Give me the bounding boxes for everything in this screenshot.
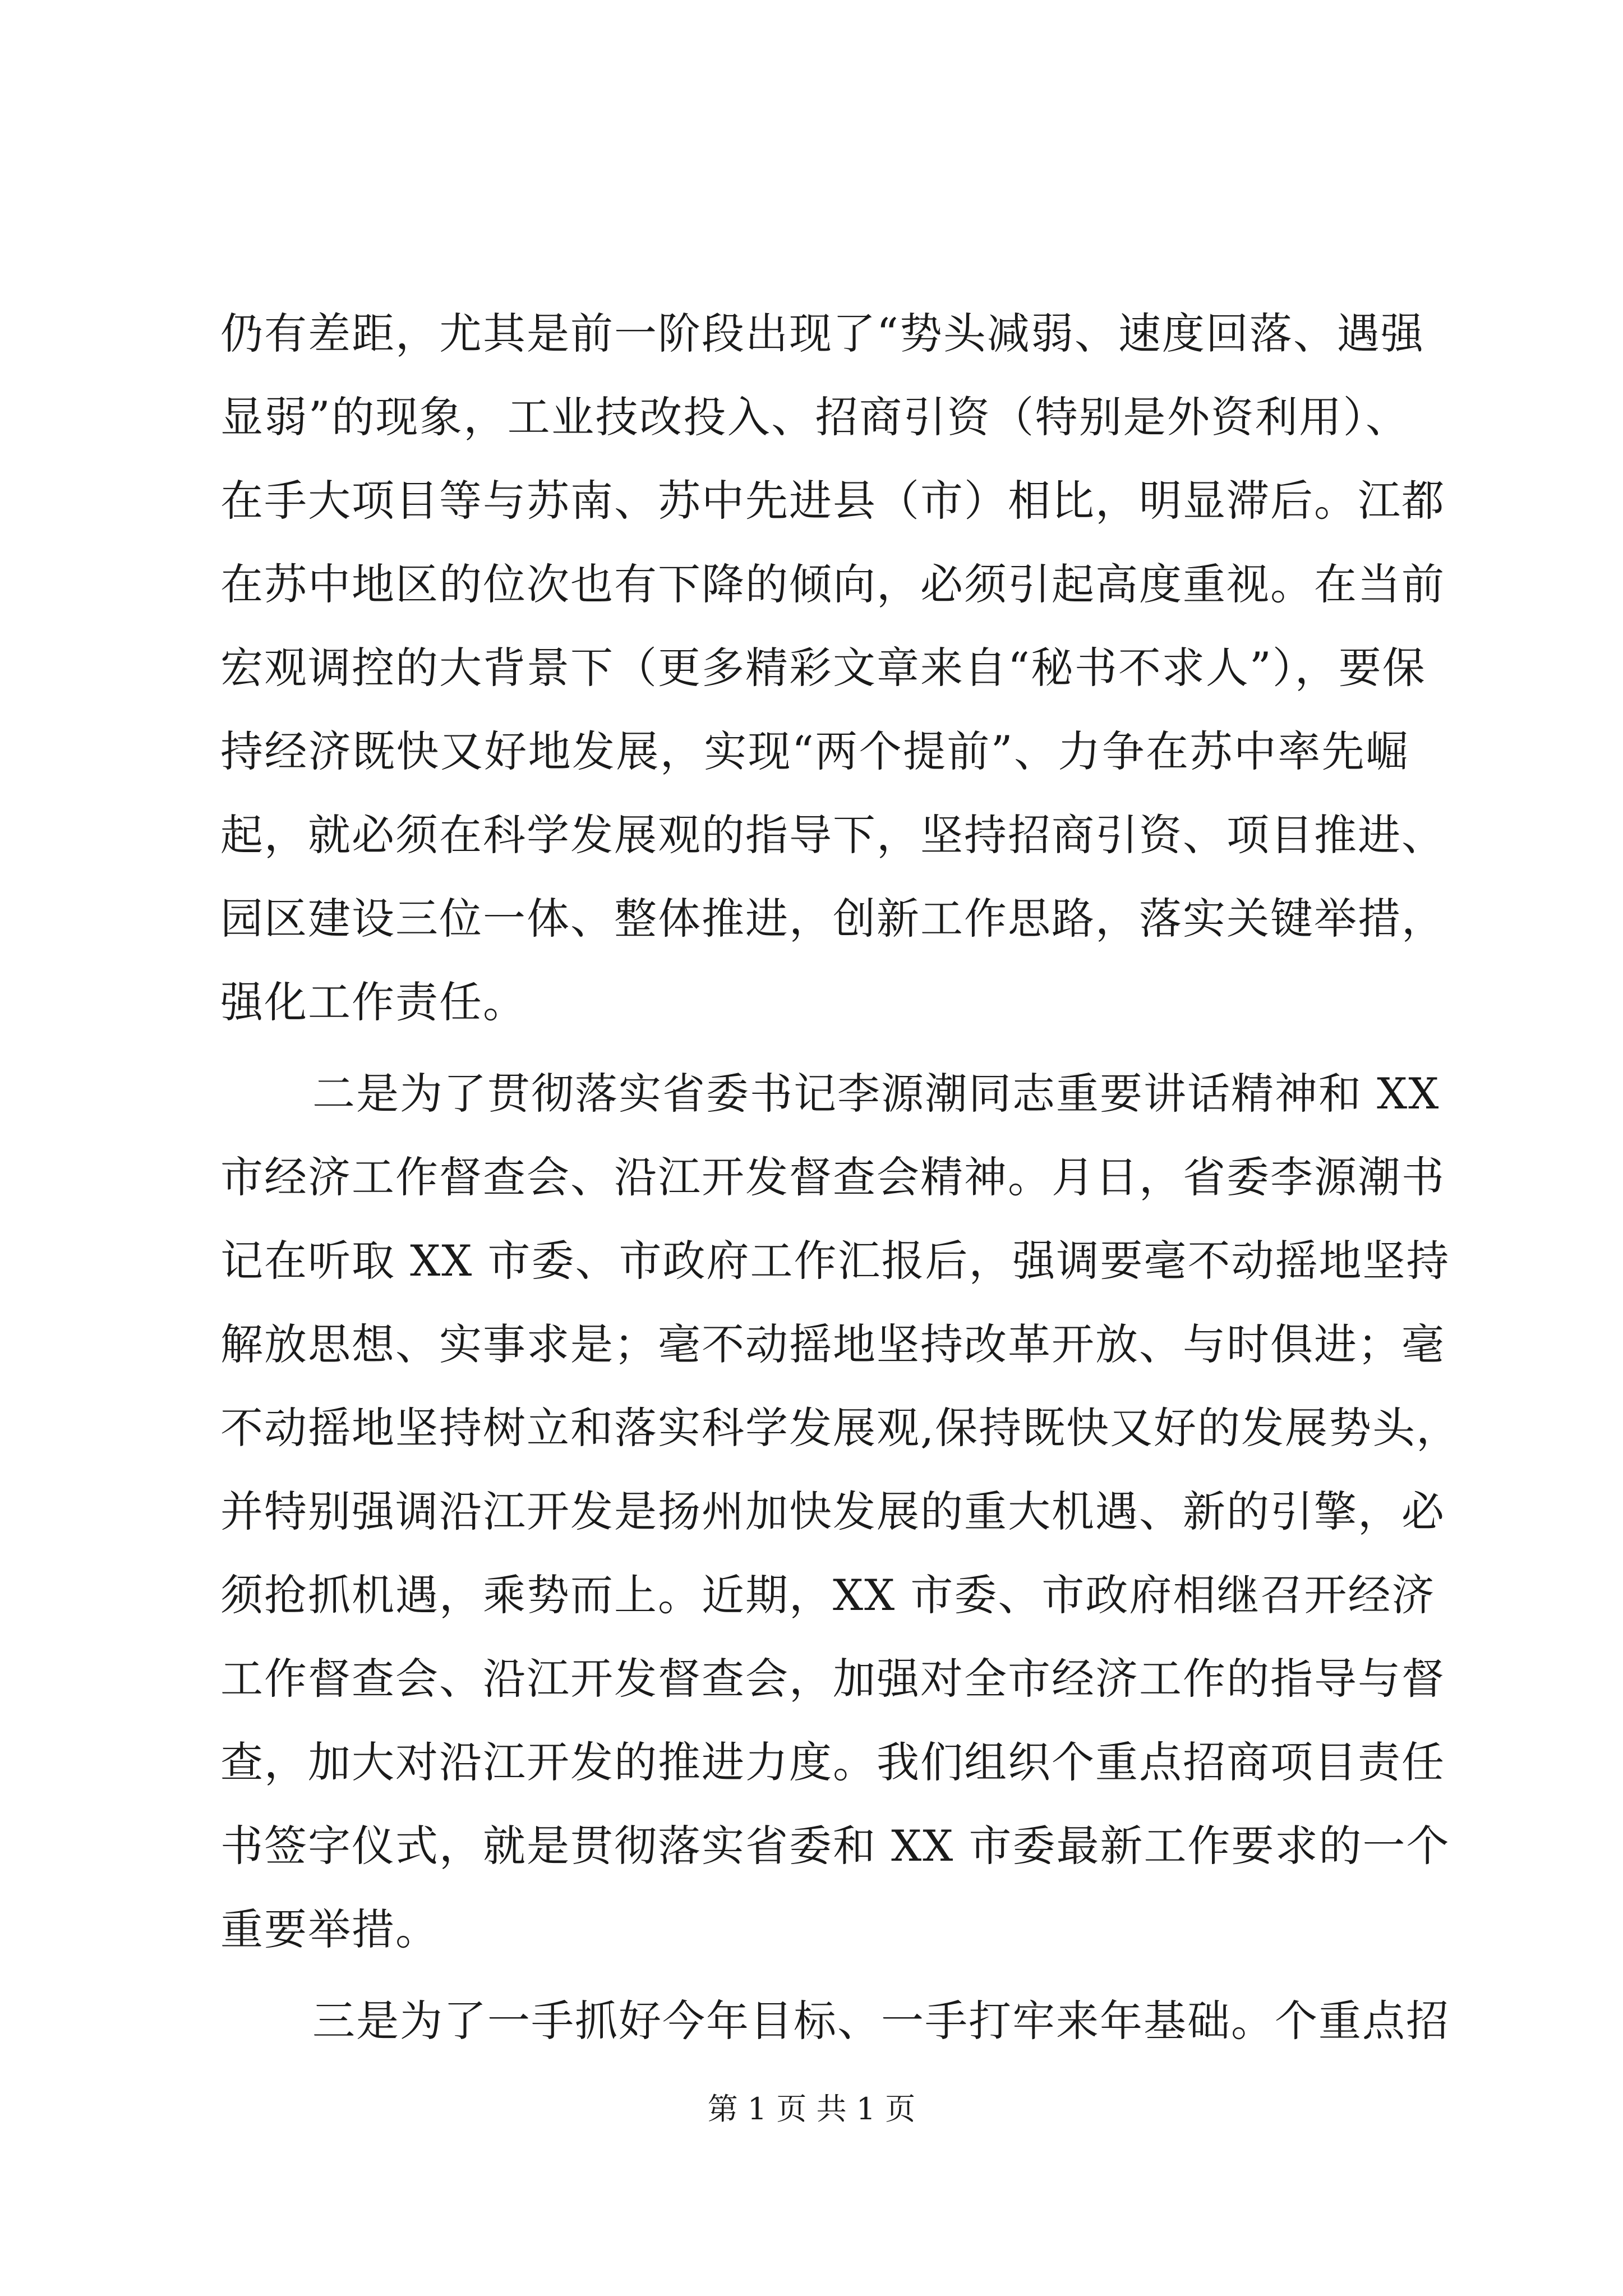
document-body — [220, 292, 1460, 2063]
text-line: 书签字仪式，就是贯彻落实省委和 XX 市委最新工作要求的一个 — [220, 1821, 1450, 1871]
text-line: 持经济既快又好地发展，实现“两个提前”、力争在苏中率先崛 — [220, 726, 1409, 776]
text-line: 园区建设三位一体、整体推进，创新工作思路，落实关键举措， — [220, 894, 1445, 944]
text-line: 强化工作责任。 — [220, 977, 527, 1027]
text-line: 起，就必须在科学发展观的指导下，坚持招商引资、项目推进、 — [220, 810, 1445, 860]
page-number-footer: 第 1 页 共 1 页 — [707, 2091, 916, 2127]
text-line: 重要举措。 — [220, 1904, 439, 1954]
text-line: 显弱”的现象，工业技改投入、招商引资（特别是外资利用）、 — [220, 392, 1409, 442]
text-line: 解放思想、实事求是；毫不动摇地坚持改革开放、与时俱进；毫 — [220, 1319, 1445, 1369]
text-line: 不动摇地坚持树立和落实科学发展观,保持既快又好的发展势头， — [220, 1403, 1460, 1453]
paragraph-gap — [220, 1971, 1409, 1979]
text-line: 须抢抓机遇，乘势而上。近期，XX 市委、市政府相继召开经济 — [220, 1570, 1436, 1620]
text-line: 仍有差距，尤其是前一阶段出现了“势头减弱、速度回落、遇强 — [220, 309, 1424, 358]
text-line: 在手大项目等与苏南、苏中先进县（市）相比，明显滞后。江都 — [220, 476, 1445, 526]
paragraph-start-line: 二是为了贯彻落实省委书记李源潮同志重要讲话精神和 XX — [312, 1069, 1440, 1119]
text-line: 记在听取 XX 市委、市政府工作汇报后，强调要毫不动摇地坚持 — [220, 1236, 1450, 1286]
text-line: 查，加大对沿江开发的推进力度。我们组织个重点招商项目责任 — [220, 1737, 1445, 1787]
text-line: 工作督查会、沿江开发督查会，加强对全市经济工作的指导与督 — [220, 1654, 1445, 1704]
text-line: 市经济工作督查会、沿江开发督查会精神。月日，省委李源潮书 — [220, 1152, 1445, 1202]
text-line: 在苏中地区的位次也有下降的倾向，必须引起高度重视。在当前 — [220, 559, 1445, 609]
paragraph-gap — [220, 1044, 1409, 1052]
paragraph-start-line: 三是为了一手抓好今年目标、一手打牢来年基础。个重点招 — [312, 1996, 1450, 2046]
text-line: 并特别强调沿江开发是扬州加快发展的重大机遇、新的引擎，必 — [220, 1487, 1445, 1536]
text-line: 宏观调控的大背景下（更多精彩文章来自“秘书不求人”），要保 — [220, 643, 1426, 693]
